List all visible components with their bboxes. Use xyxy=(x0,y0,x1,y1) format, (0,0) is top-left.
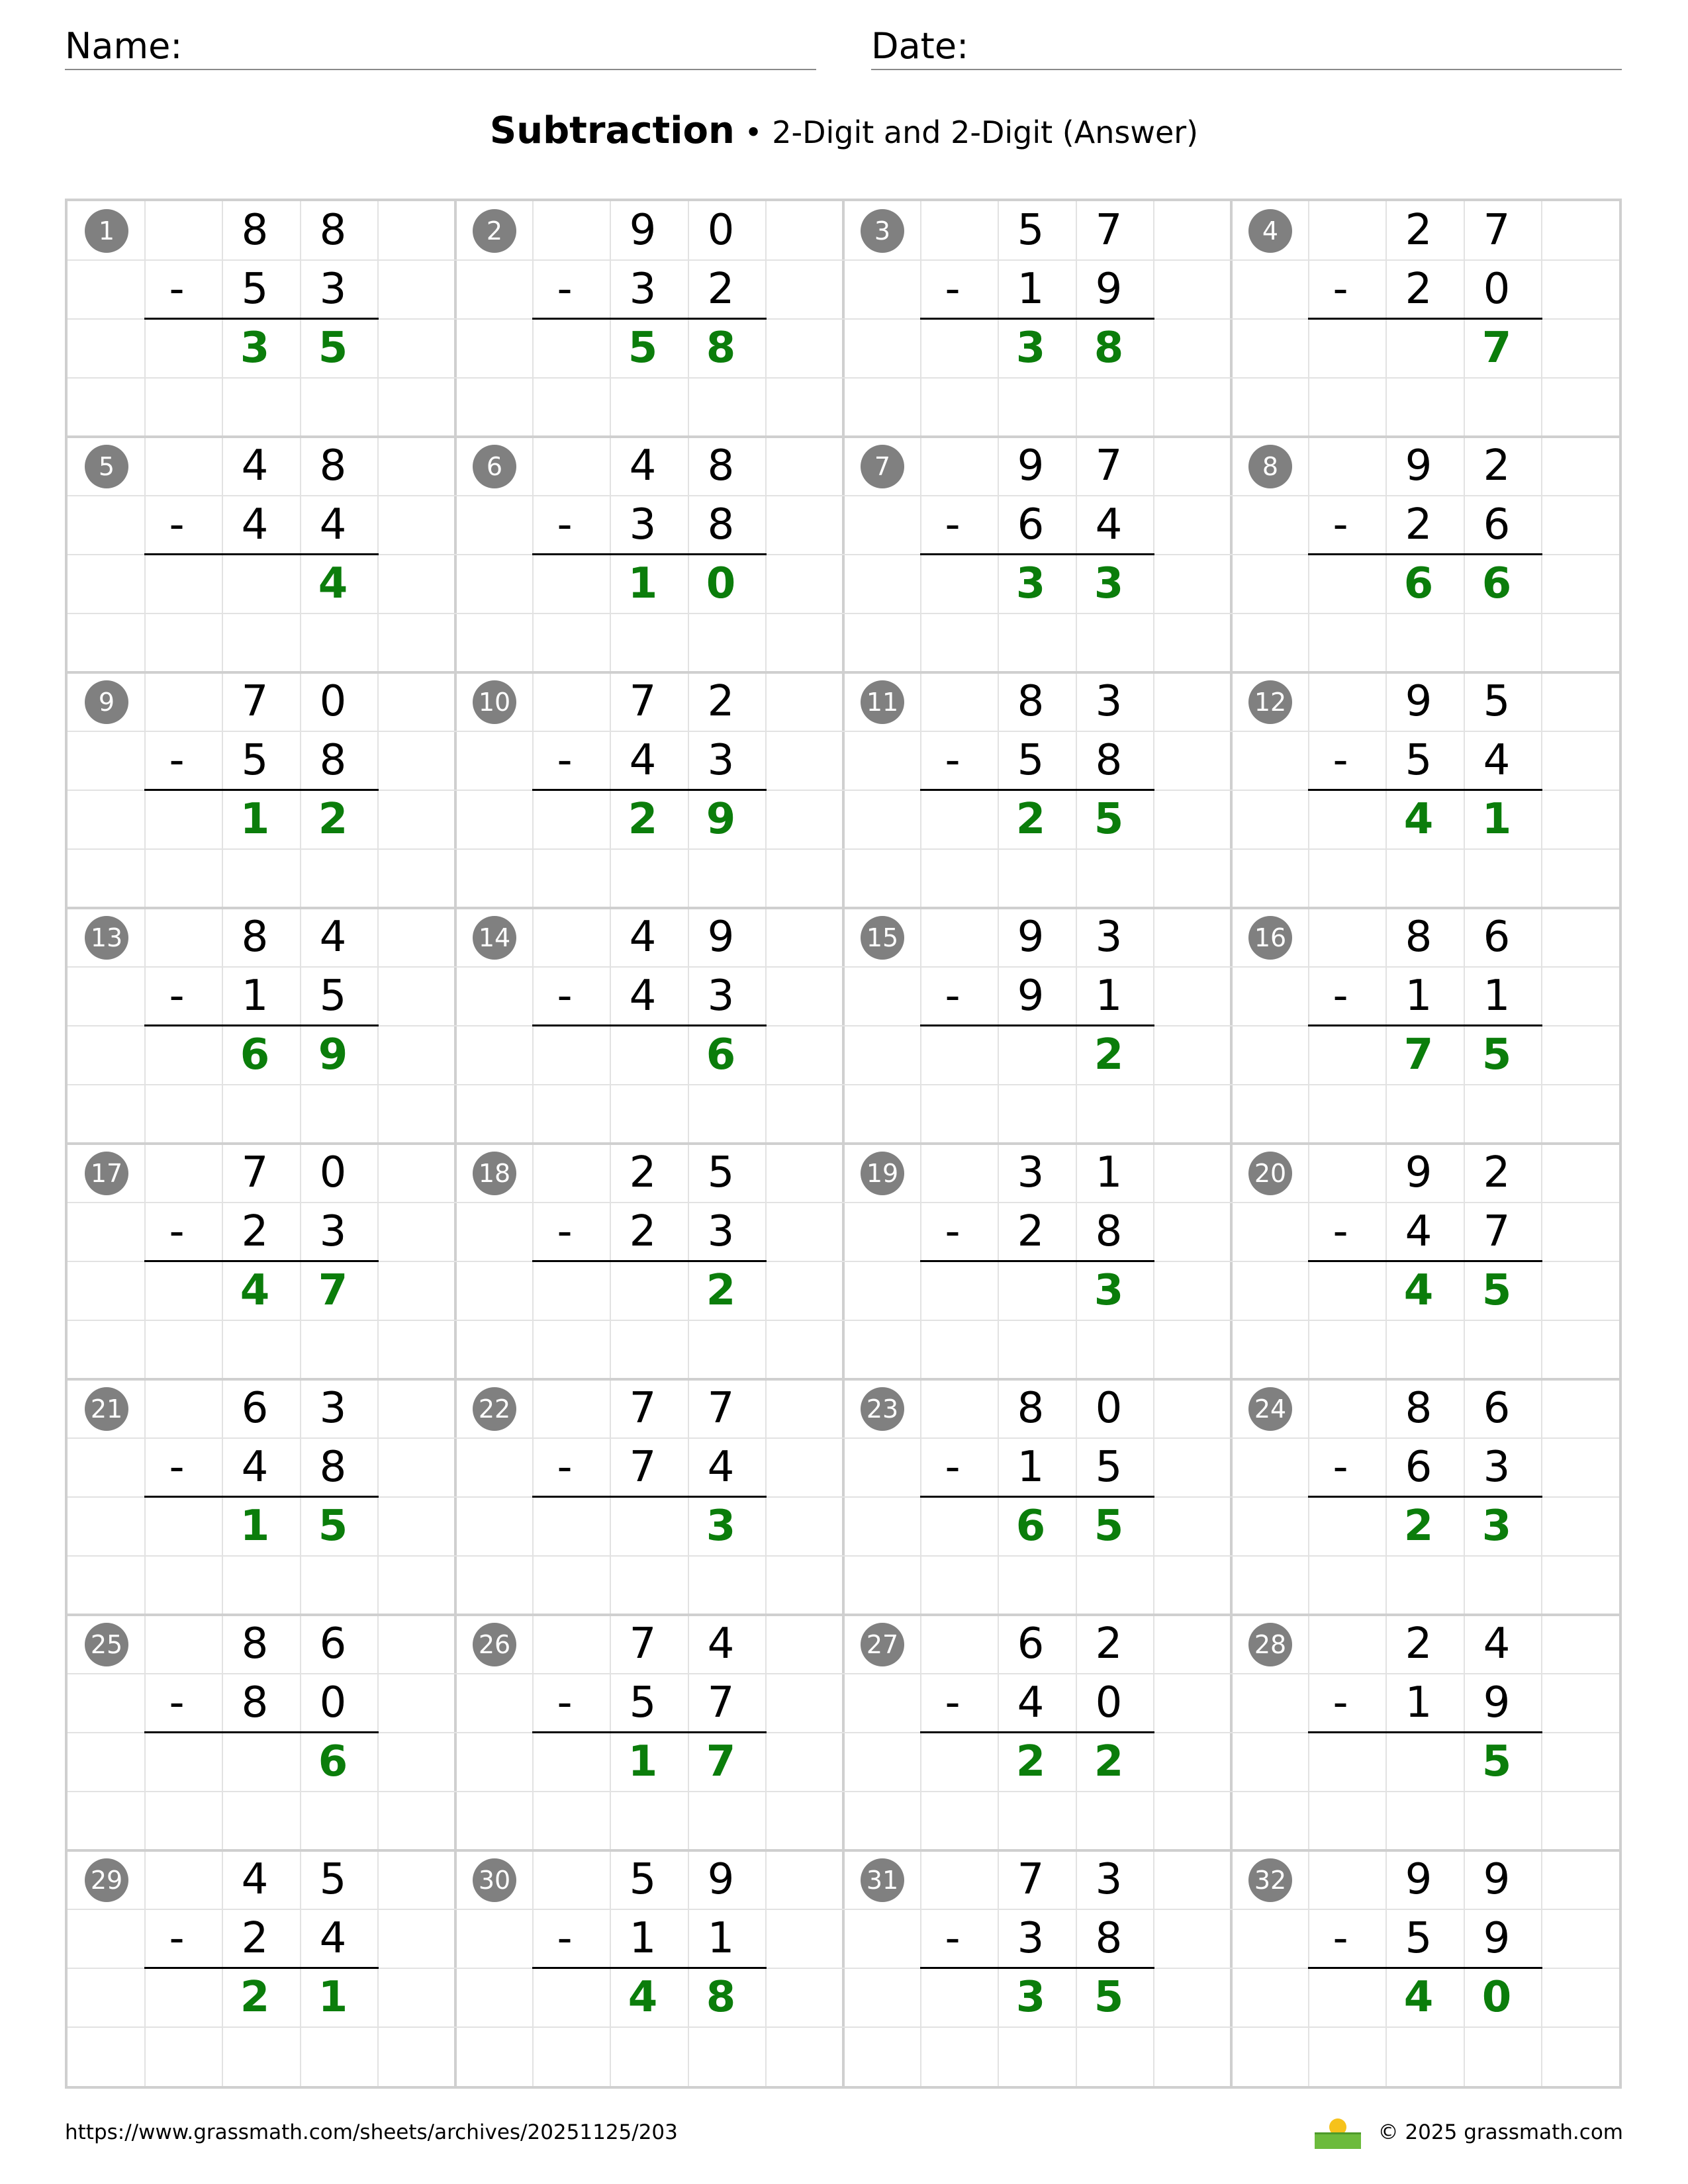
minuend-ones: 2 xyxy=(707,677,735,726)
answer-tens: 1 xyxy=(240,795,270,844)
minuend-tens: 4 xyxy=(241,1855,269,1904)
date-field[interactable] xyxy=(871,24,1622,70)
subtrahend-tens: 4 xyxy=(629,972,657,1021)
minus-sign: - xyxy=(1333,265,1348,314)
minus-sign: - xyxy=(169,1207,185,1256)
problem-20 xyxy=(1231,1144,1620,1380)
minuend-tens: 7 xyxy=(629,1384,657,1433)
minuend-tens: 8 xyxy=(241,1619,269,1668)
answer-ones: 3 xyxy=(706,1502,736,1551)
problem-10 xyxy=(455,672,845,909)
minuend-ones: 7 xyxy=(707,1384,735,1433)
minuend-ones: 8 xyxy=(707,441,735,490)
answer-ones: 8 xyxy=(706,324,736,373)
answer-tens: 2 xyxy=(1403,1502,1434,1551)
name-date-row xyxy=(65,24,1622,70)
problem-14 xyxy=(455,908,845,1144)
subtrahend-tens: 1 xyxy=(1017,265,1045,314)
minuend-ones: 5 xyxy=(707,1148,735,1197)
minus-sign: - xyxy=(169,500,185,549)
subtrahend-ones: 5 xyxy=(319,972,347,1021)
problem-31 xyxy=(843,1850,1233,2087)
minus-sign: - xyxy=(945,265,961,314)
problem-number-badge: 28 xyxy=(1248,1623,1292,1666)
subtrahend-tens: 5 xyxy=(629,1678,657,1727)
problem-15 xyxy=(843,908,1233,1144)
minus-sign: - xyxy=(169,1914,185,1963)
minuend-ones: 4 xyxy=(707,1619,735,1668)
minus-sign: - xyxy=(169,1443,185,1492)
answer-ones: 8 xyxy=(1094,324,1124,373)
subtrahend-tens: 4 xyxy=(1017,1678,1045,1727)
answer-ones: 1 xyxy=(1481,795,1512,844)
minuend-ones: 8 xyxy=(319,441,347,490)
answer-ones: 7 xyxy=(1481,324,1512,373)
minuend-ones: 2 xyxy=(1483,1148,1511,1197)
problem-25 xyxy=(68,1615,457,1851)
name-field[interactable] xyxy=(65,24,816,70)
subtrahend-ones: 4 xyxy=(319,500,347,549)
subtrahend-ones: 4 xyxy=(1483,736,1511,785)
footer-url[interactable]: https://www.grassmath.com/sheets/archives/20251125/203 xyxy=(65,2120,678,2144)
minuend-tens: 4 xyxy=(629,913,657,962)
answer-tens: 1 xyxy=(240,1502,270,1551)
answer-ones: 4 xyxy=(318,559,348,608)
minus-sign: - xyxy=(169,265,185,314)
subtrahend-tens: 3 xyxy=(629,500,657,549)
minuend-tens: 6 xyxy=(1017,1619,1045,1668)
subtrahend-tens: 7 xyxy=(629,1443,657,1492)
minus-sign: - xyxy=(945,1678,961,1727)
answer-ones: 7 xyxy=(318,1266,348,1315)
minus-sign: - xyxy=(557,265,573,314)
answer-ones: 5 xyxy=(1094,795,1124,844)
problem-number-badge: 9 xyxy=(85,680,128,724)
problem-number-badge: 11 xyxy=(861,680,904,724)
subtrahend-ones: 7 xyxy=(1483,1207,1511,1256)
answer-tens: 6 xyxy=(240,1030,270,1079)
minus-sign: - xyxy=(557,1207,573,1256)
minus-sign: - xyxy=(557,500,573,549)
problem-number-badge: 13 xyxy=(85,916,128,960)
problem-12 xyxy=(1231,672,1620,909)
problem-19 xyxy=(843,1144,1233,1380)
answer-tens: 7 xyxy=(1403,1030,1434,1079)
minuend-tens: 4 xyxy=(241,441,269,490)
minuend-tens: 8 xyxy=(241,206,269,255)
subtrahend-ones: 3 xyxy=(319,265,347,314)
footer-copyright: © 2025 grassmath.com xyxy=(1378,2120,1623,2144)
answer-tens: 6 xyxy=(1015,1502,1046,1551)
problem-number-badge: 17 xyxy=(85,1152,128,1195)
subtrahend-tens: 5 xyxy=(241,736,269,785)
subtrahend-ones: 8 xyxy=(1095,1914,1123,1963)
problem-number-badge: 25 xyxy=(85,1623,128,1666)
problem-11 xyxy=(843,672,1233,909)
subtrahend-tens: 1 xyxy=(629,1914,657,1963)
subtrahend-ones: 2 xyxy=(707,265,735,314)
subtrahend-ones: 6 xyxy=(1483,500,1511,549)
worksheet-title xyxy=(0,106,1688,158)
subtrahend-ones: 8 xyxy=(1095,736,1123,785)
problem-18 xyxy=(455,1144,845,1380)
problem-1 xyxy=(68,201,457,437)
answer-tens: 6 xyxy=(1403,559,1434,608)
minus-sign: - xyxy=(945,1914,961,1963)
minuend-tens: 9 xyxy=(1017,441,1045,490)
problem-number-badge: 26 xyxy=(473,1623,516,1666)
problem-17 xyxy=(68,1144,457,1380)
minuend-ones: 2 xyxy=(1095,1619,1123,1668)
subtrahend-ones: 9 xyxy=(1483,1914,1511,1963)
problem-number-badge: 5 xyxy=(85,445,128,488)
answer-ones: 2 xyxy=(706,1266,736,1315)
minuend-ones: 9 xyxy=(1483,1855,1511,1904)
minus-sign: - xyxy=(557,1443,573,1492)
answer-ones: 5 xyxy=(1481,1737,1512,1786)
minus-sign: - xyxy=(1333,1443,1348,1492)
subtrahend-ones: 9 xyxy=(1483,1678,1511,1727)
answer-tens: 4 xyxy=(1403,795,1434,844)
minuend-tens: 2 xyxy=(629,1148,657,1197)
subtrahend-ones: 8 xyxy=(1095,1207,1123,1256)
answer-tens: 4 xyxy=(628,1973,658,2022)
minuend-ones: 8 xyxy=(319,206,347,255)
subtrahend-ones: 3 xyxy=(707,972,735,1021)
subtrahend-tens: 1 xyxy=(241,972,269,1021)
minus-sign: - xyxy=(1333,736,1348,785)
problem-28 xyxy=(1231,1615,1620,1851)
subtrahend-tens: 4 xyxy=(1405,1207,1432,1256)
minuend-tens: 8 xyxy=(1017,677,1045,726)
problem-number-badge: 23 xyxy=(861,1387,904,1431)
problem-number-badge: 8 xyxy=(1248,445,1292,488)
answer-ones: 5 xyxy=(1094,1973,1124,2022)
problem-number-badge: 4 xyxy=(1248,209,1292,253)
problem-24 xyxy=(1231,1379,1620,1615)
answer-ones: 5 xyxy=(318,324,348,373)
subtrahend-ones: 3 xyxy=(707,1207,735,1256)
answer-ones: 3 xyxy=(1094,1266,1124,1315)
answer-ones: 9 xyxy=(318,1030,348,1079)
subtrahend-tens: 3 xyxy=(1017,1914,1045,1963)
answer-ones: 9 xyxy=(706,795,736,844)
answer-tens: 2 xyxy=(240,1973,270,2022)
problem-29 xyxy=(68,1850,457,2087)
problem-number-badge: 7 xyxy=(861,445,904,488)
subtrahend-tens: 2 xyxy=(629,1207,657,1256)
subtrahend-ones: 3 xyxy=(319,1207,347,1256)
answer-ones: 5 xyxy=(1094,1502,1124,1551)
answer-tens: 1 xyxy=(628,1737,658,1786)
minuend-ones: 4 xyxy=(319,913,347,962)
minuend-ones: 7 xyxy=(1095,441,1123,490)
subtrahend-tens: 4 xyxy=(241,1443,269,1492)
answer-ones: 0 xyxy=(1481,1973,1512,2022)
subtrahend-ones: 0 xyxy=(1483,265,1511,314)
minuend-ones: 6 xyxy=(1483,913,1511,962)
minuend-tens: 8 xyxy=(1405,1384,1432,1433)
date-label: Date: xyxy=(871,25,969,67)
answer-tens: 3 xyxy=(1015,559,1046,608)
minuend-tens: 5 xyxy=(1017,206,1045,255)
minuend-tens: 9 xyxy=(1405,1148,1432,1197)
minuend-tens: 7 xyxy=(241,677,269,726)
problem-6 xyxy=(455,437,845,673)
problem-number-badge: 1 xyxy=(85,209,128,253)
minus-sign: - xyxy=(945,1443,961,1492)
minus-sign: - xyxy=(1333,1207,1348,1256)
problem-23 xyxy=(843,1379,1233,1615)
minuend-ones: 9 xyxy=(707,1855,735,1904)
minuend-ones: 9 xyxy=(707,913,735,962)
answer-tens: 3 xyxy=(1015,1973,1046,2022)
answer-ones: 5 xyxy=(1481,1266,1512,1315)
minus-sign: - xyxy=(1333,1678,1348,1727)
subtrahend-ones: 7 xyxy=(707,1678,735,1727)
minuend-ones: 3 xyxy=(1095,913,1123,962)
answer-ones: 2 xyxy=(318,795,348,844)
minuend-ones: 7 xyxy=(1095,206,1123,255)
subtrahend-ones: 3 xyxy=(1483,1443,1511,1492)
minuend-tens: 7 xyxy=(241,1148,269,1197)
problem-number-badge: 22 xyxy=(473,1387,516,1431)
minuend-ones: 7 xyxy=(1483,206,1511,255)
minuend-tens: 9 xyxy=(1405,677,1432,726)
answer-tens: 4 xyxy=(1403,1973,1434,2022)
minuend-tens: 9 xyxy=(1405,1855,1432,1904)
minuend-ones: 0 xyxy=(1095,1384,1123,1433)
problem-number-badge: 29 xyxy=(85,1858,128,1902)
answer-tens: 3 xyxy=(240,324,270,373)
problem-number-badge: 6 xyxy=(473,445,516,488)
minuend-ones: 5 xyxy=(1483,677,1511,726)
sun-over-grass-icon xyxy=(1315,2116,1361,2149)
problem-number-badge: 31 xyxy=(861,1858,904,1902)
subtrahend-tens: 1 xyxy=(1017,1443,1045,1492)
problem-number-badge: 16 xyxy=(1248,916,1292,960)
subtrahend-ones: 8 xyxy=(319,736,347,785)
subtrahend-tens: 2 xyxy=(1017,1207,1045,1256)
minuend-tens: 2 xyxy=(1405,206,1432,255)
problem-32 xyxy=(1231,1850,1620,2087)
subtrahend-ones: 8 xyxy=(319,1443,347,1492)
minus-sign: - xyxy=(1333,972,1348,1021)
answer-tens: 2 xyxy=(628,795,658,844)
subtrahend-tens: 5 xyxy=(1405,736,1432,785)
subtrahend-ones: 8 xyxy=(707,500,735,549)
minus-sign: - xyxy=(1333,500,1348,549)
answer-tens: 4 xyxy=(240,1266,270,1315)
minus-sign: - xyxy=(557,972,573,1021)
minuend-ones: 5 xyxy=(319,1855,347,1904)
minuend-ones: 4 xyxy=(1483,1619,1511,1668)
problem-number-badge: 20 xyxy=(1248,1152,1292,1195)
minus-sign: - xyxy=(557,1914,573,1963)
minuend-tens: 8 xyxy=(1405,913,1432,962)
minuend-tens: 8 xyxy=(1017,1384,1045,1433)
answer-ones: 6 xyxy=(318,1737,348,1786)
title-subtitle: • 2-Digit and 2-Digit (Answer) xyxy=(734,114,1199,150)
subtrahend-tens: 6 xyxy=(1017,500,1045,549)
subtrahend-tens: 5 xyxy=(241,265,269,314)
problem-number-badge: 21 xyxy=(85,1387,128,1431)
answer-tens: 2 xyxy=(1015,1737,1046,1786)
answer-tens: 3 xyxy=(1015,324,1046,373)
problem-number-badge: 3 xyxy=(861,209,904,253)
minuend-ones: 3 xyxy=(1095,1855,1123,1904)
problem-7 xyxy=(843,437,1233,673)
subtrahend-ones: 1 xyxy=(1483,972,1511,1021)
minus-sign: - xyxy=(945,736,961,785)
problem-5 xyxy=(68,437,457,673)
minuend-tens: 6 xyxy=(241,1384,269,1433)
problem-21 xyxy=(68,1379,457,1615)
problem-30 xyxy=(455,1850,845,2087)
subtrahend-ones: 0 xyxy=(319,1678,347,1727)
problem-27 xyxy=(843,1615,1233,1851)
problem-3 xyxy=(843,201,1233,437)
subtrahend-tens: 2 xyxy=(1405,500,1432,549)
subtrahend-tens: 9 xyxy=(1017,972,1045,1021)
minuend-tens: 3 xyxy=(1017,1148,1045,1197)
problem-number-badge: 30 xyxy=(473,1858,516,1902)
subtrahend-ones: 1 xyxy=(707,1914,735,1963)
answer-ones: 7 xyxy=(706,1737,736,1786)
title-main: Subtraction xyxy=(489,109,735,152)
answer-ones: 8 xyxy=(706,1973,736,2022)
subtrahend-ones: 3 xyxy=(707,736,735,785)
problem-8 xyxy=(1231,437,1620,673)
problem-number-badge: 10 xyxy=(473,680,516,724)
minuend-ones: 3 xyxy=(319,1384,347,1433)
minus-sign: - xyxy=(169,972,185,1021)
subtrahend-tens: 1 xyxy=(1405,972,1432,1021)
minuend-tens: 2 xyxy=(1405,1619,1432,1668)
subtrahend-tens: 4 xyxy=(629,736,657,785)
subtrahend-ones: 5 xyxy=(1095,1443,1123,1492)
subtrahend-tens: 8 xyxy=(241,1678,269,1727)
answer-ones: 2 xyxy=(1094,1737,1124,1786)
minuend-ones: 1 xyxy=(1095,1148,1123,1197)
subtrahend-tens: 6 xyxy=(1405,1443,1432,1492)
problem-number-badge: 12 xyxy=(1248,680,1292,724)
problem-number-badge: 32 xyxy=(1248,1858,1292,1902)
subtrahend-tens: 2 xyxy=(241,1207,269,1256)
minuend-tens: 7 xyxy=(629,677,657,726)
subtrahend-tens: 2 xyxy=(241,1914,269,1963)
subtrahend-tens: 5 xyxy=(1017,736,1045,785)
answer-ones: 3 xyxy=(1094,559,1124,608)
answer-ones: 3 xyxy=(1481,1502,1512,1551)
problem-22 xyxy=(455,1379,845,1615)
problem-number-badge: 15 xyxy=(861,916,904,960)
minus-sign: - xyxy=(557,736,573,785)
minus-sign: - xyxy=(945,1207,961,1256)
subtrahend-tens: 2 xyxy=(1405,265,1432,314)
answer-ones: 0 xyxy=(706,559,736,608)
problem-9 xyxy=(68,672,457,909)
minus-sign: - xyxy=(169,736,185,785)
subtrahend-tens: 4 xyxy=(241,500,269,549)
minuend-ones: 0 xyxy=(319,677,347,726)
minuend-ones: 0 xyxy=(707,206,735,255)
answer-tens: 5 xyxy=(628,324,658,373)
problem-grid xyxy=(65,199,1622,2089)
answer-tens: 1 xyxy=(628,559,658,608)
minuend-tens: 8 xyxy=(241,913,269,962)
minuend-tens: 4 xyxy=(629,441,657,490)
answer-ones: 2 xyxy=(1094,1030,1124,1079)
answer-ones: 6 xyxy=(706,1030,736,1079)
subtrahend-ones: 9 xyxy=(1095,265,1123,314)
minuend-tens: 7 xyxy=(1017,1855,1045,1904)
footer-brand xyxy=(1315,2115,1623,2150)
subtrahend-ones: 4 xyxy=(1095,500,1123,549)
minuend-ones: 3 xyxy=(1095,677,1123,726)
minuend-ones: 6 xyxy=(319,1619,347,1668)
name-label: Name: xyxy=(65,25,183,67)
problem-26 xyxy=(455,1615,845,1851)
problem-2 xyxy=(455,201,845,437)
problem-number-badge: 27 xyxy=(861,1623,904,1666)
problem-16 xyxy=(1231,908,1620,1144)
problem-13 xyxy=(68,908,457,1144)
subtrahend-tens: 3 xyxy=(629,265,657,314)
minus-sign: - xyxy=(945,500,961,549)
minuend-ones: 6 xyxy=(1483,1384,1511,1433)
subtrahend-tens: 1 xyxy=(1405,1678,1432,1727)
problem-4 xyxy=(1231,201,1620,437)
minuend-tens: 7 xyxy=(629,1619,657,1668)
answer-ones: 6 xyxy=(1481,559,1512,608)
problem-number-badge: 24 xyxy=(1248,1387,1292,1431)
subtrahend-ones: 4 xyxy=(707,1443,735,1492)
answer-ones: 5 xyxy=(318,1502,348,1551)
minus-sign: - xyxy=(1333,1914,1348,1963)
minus-sign: - xyxy=(169,1678,185,1727)
subtrahend-ones: 1 xyxy=(1095,972,1123,1021)
subtrahend-ones: 0 xyxy=(1095,1678,1123,1727)
minuend-ones: 0 xyxy=(319,1148,347,1197)
minuend-ones: 2 xyxy=(1483,441,1511,490)
answer-tens: 4 xyxy=(1403,1266,1434,1315)
problem-number-badge: 14 xyxy=(473,916,516,960)
subtrahend-ones: 4 xyxy=(319,1914,347,1963)
minuend-tens: 5 xyxy=(629,1855,657,1904)
minuend-tens: 9 xyxy=(629,206,657,255)
problem-number-badge: 2 xyxy=(473,209,516,253)
minuend-tens: 9 xyxy=(1405,441,1432,490)
minus-sign: - xyxy=(557,1678,573,1727)
answer-tens: 2 xyxy=(1015,795,1046,844)
problem-number-badge: 19 xyxy=(861,1152,904,1195)
answer-ones: 5 xyxy=(1481,1030,1512,1079)
minus-sign: - xyxy=(945,972,961,1021)
minuend-tens: 9 xyxy=(1017,913,1045,962)
subtrahend-tens: 5 xyxy=(1405,1914,1432,1963)
problem-number-badge: 18 xyxy=(473,1152,516,1195)
answer-ones: 1 xyxy=(318,1973,348,2022)
